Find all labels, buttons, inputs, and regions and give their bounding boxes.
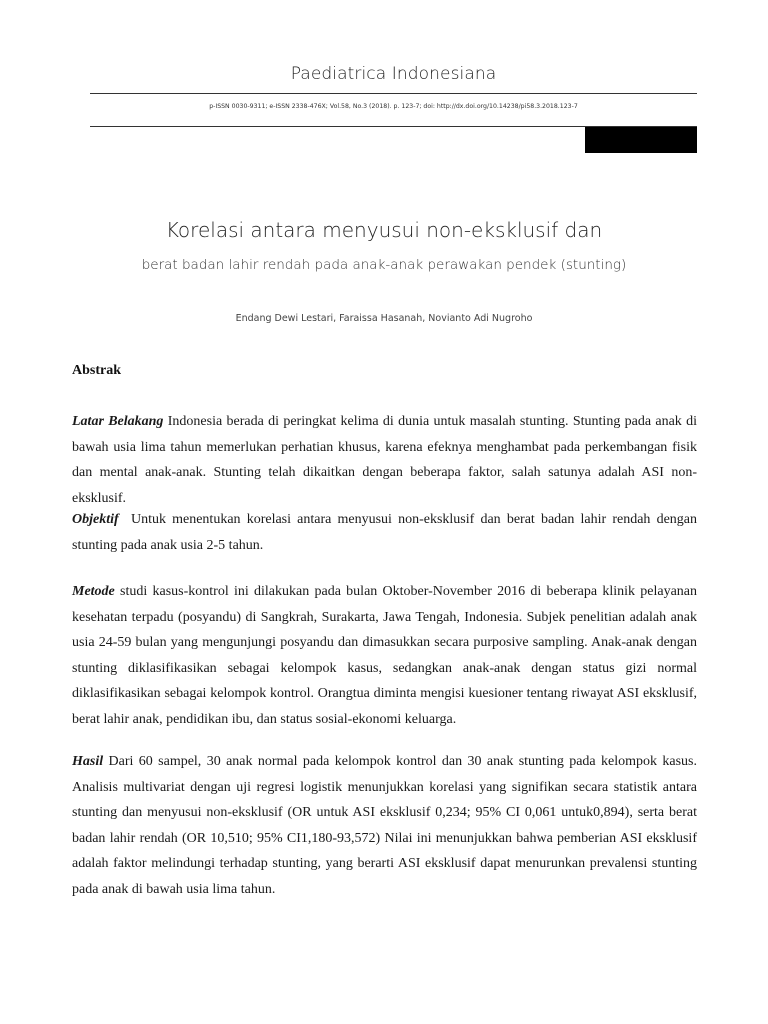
section-label-methods: Metode [72,584,115,599]
section-text-methods: studi kasus-kontrol ini dilakukan pada bulan Oktober-November 2016 di beberapa klinik pelayanan kesehatan terpadu (posyandu) di Sangkrah, Surakarta, Jawa Tengah, Indonesia. Subjek penelitian adalah anak usia 24-59 bulan yang mengunjungi posyandu dan dimasukkan secara purposive sampling. Anak-anak dengan stunting diklasifikasikan sebagai kelompok kasus, sedangkan anak-anak dengan status gizi normal diklasifikasikan sebagai kelompok kontrol. Orangtua diminta mengisi kuesioner tentang riwayat ASI eksklusif, berat lahir anak, pendidikan ibu, dan status sosial-ekonomi keluarga. [72,584,697,727]
black-header-tab [585,127,697,153]
author-list: Endang Dewi Lestari, Faraissa Hasanah, Novianto Adi Nugroho [235,313,533,324]
journal-name: Paediatrica Indonesiana [290,64,497,84]
section-label-background: Latar Belakang [72,414,164,429]
section-label-objective: Objektif [72,512,119,527]
section-text-objective: Untuk menentukan korelasi antara menyusui non-eksklusif dan berat badan lahir rendah dengan stunting pada anak usia 2-5 tahun. [72,512,698,553]
article-title: Korelasi antara menyusui non-eksklusif dan [165,218,603,242]
abstract-methods [72,579,697,732]
section-text-background: Indonesia berada di peringkat kelima di dunia untuk masalah stunting. Stunting pada anak di bawah usia lima tahun memerlukan perhatian khusus, karena efeknya menghambat pada perkembangan fisik dan mental anak-anak. Stunting telah dikaitkan dengan beberapa faktor, salah satunya adalah ASI non-eksklusif. [72,414,698,506]
citation-line: p-ISSN 0030-9311; e-ISSN 2338-476X; Vol.58, No.3 (2018). p. 123-7; doi: http://dx.doi.org/10.14238/pi58.3.2018.123-7 [209,103,578,110]
section-label-results: Hasil [72,754,104,769]
abstract-results [72,749,697,902]
abstract-objective [72,507,697,558]
section-text-results: Dari 60 sampel, 30 anak normal pada kelompok kontrol dan 30 anak stunting pada kelompok kasus. Analisis multivariat dengan uji regresi logistik menunjukkan korelasi yang signifikan secara statistik antara stunting dan menyusui non-eksklusif (OR untuk ASI eksklusif 0,234; 95% CI 0,061 untuk0,894), serta berat badan lahir rendah (OR 10,510; 95% CI1,180-93,572) Nilai ini menunjukkan bahwa pemberian ASI eksklusif adalah faktor melindungi terhadap stunting, yang berarti ASI eksklusif dapat menurunkan prevalensi stunting pada anak di bawah usia lima tahun. [72,754,697,897]
abstract-background [72,409,697,511]
abstract-heading: Abstrak [72,363,122,378]
header-rule-top [90,93,697,94]
article-subtitle: berat badan lahir rendah pada anak-anak perawakan pendek (stunting) [141,257,627,273]
